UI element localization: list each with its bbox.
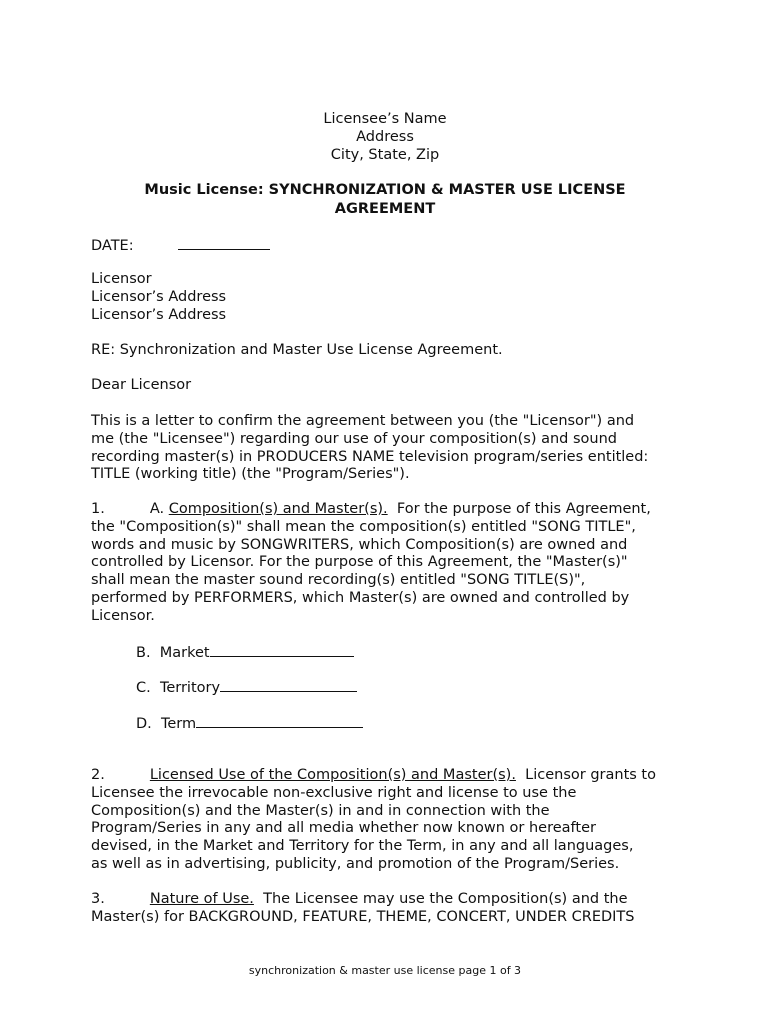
title-line-1: Music License: SYNCHRONIZATION & MASTER USE LICENSE	[144, 182, 626, 198]
document-title	[110, 181, 660, 219]
section-1-line: performed by PERFORMERS, which Master(s) are owned and controlled by	[91, 589, 630, 606]
section-2-line: as well as in advertising, publicity, and promotion of the Program/Series.	[91, 855, 620, 872]
licensee-city-state-zip: City, State, Zip	[330, 147, 440, 163]
section-1-line: Licensor.	[91, 607, 155, 624]
licensor-address-2: Licensor’s Address	[91, 306, 227, 323]
salutation: Dear Licensor	[91, 377, 192, 393]
section-3-line: Master(s) for BACKGROUND, FEATURE, THEME, CONCERT, UNDER CREDITS	[91, 908, 635, 925]
section-2-line: Program/Series in any and all media whether now known or hereafter	[91, 820, 596, 837]
title-line-2: AGREEMENT	[334, 201, 436, 217]
section-2-line: Licensee the irrevocable non-exclusive right and license to use the	[91, 784, 577, 801]
re-line: RE: Synchronization and Master Use License Agreement.	[91, 342, 503, 358]
section-1-first-line	[91, 501, 691, 519]
section-2-line: Composition(s) and the Master(s) in and in connection with the	[91, 802, 550, 819]
section-1-paragraph	[91, 501, 691, 626]
licensee-address: Address	[356, 129, 414, 145]
intro-line: me (the "Licensee") regarding our use of your composition(s) and sound	[91, 430, 617, 447]
market-row	[136, 643, 354, 662]
licensee-name: Licensee’s Name	[323, 111, 447, 127]
section-1-line: the "Composition(s)" shall mean the composition(s) entitled "SONG TITLE",	[91, 518, 636, 535]
term-blank-line	[196, 714, 363, 728]
licensee-header	[0, 110, 770, 164]
section-1-sub-letter: A.	[149, 501, 165, 517]
licensor-block	[91, 271, 691, 324]
section-2-paragraph	[91, 767, 691, 874]
section-3-first-line	[91, 891, 691, 909]
section-1-line: controlled by Licensor. For the purpose of this Agreement, the "Master(s)"	[91, 554, 628, 571]
section-2-number: 2.	[91, 767, 105, 783]
section-2-heading: Licensed Use of the Composition(s) and Master(s).	[149, 767, 516, 783]
territory-row	[136, 678, 357, 697]
date-label: DATE:	[91, 238, 134, 254]
section-1-line: shall mean the master sound recording(s) entitled "SONG TITLE(S)",	[91, 572, 586, 589]
market-label: B. Market	[136, 645, 210, 661]
intro-line: This is a letter to confirm the agreement between you (the "Licensor") and	[91, 413, 635, 429]
section-1-line: words and music by SONGWRITERS, which Composition(s) are owned and	[91, 536, 628, 553]
section-2-first-line	[91, 767, 691, 785]
section-3-number: 3.	[91, 891, 105, 907]
section-3-heading: Nature of Use.	[149, 891, 254, 907]
market-blank-line	[210, 643, 354, 657]
section-3-paragraph	[91, 891, 691, 927]
section-2-first-line-text: Licensor grants to	[515, 767, 656, 783]
section-1-heading: Composition(s) and Master(s).	[168, 501, 388, 517]
date-row	[91, 236, 691, 256]
section-2-line: devised, in the Market and Territory for the Term, in any and all languages,	[91, 838, 634, 855]
territory-label: C. Territory	[136, 680, 221, 696]
term-label: D. Term	[136, 716, 197, 732]
intro-paragraph	[91, 413, 691, 484]
section-1-first-line-text: For the purpose of this Agreement,	[387, 501, 651, 517]
intro-line: recording master(s) in PRODUCERS NAME television program/series entitled:	[91, 448, 649, 465]
licensor-address-1: Licensor’s Address	[91, 288, 227, 305]
term-row	[136, 714, 363, 733]
page-footer: synchronization & master use license page 1 of 3	[248, 964, 522, 977]
intro-line: TITLE (working title) (the "Program/Series").	[91, 466, 410, 483]
licensor-name: Licensor	[91, 271, 152, 287]
section-3-first-line-text: The Licensee may use the Composition(s) and the	[253, 891, 628, 907]
territory-blank-line	[220, 678, 357, 692]
date-blank-line	[178, 236, 270, 250]
section-1-number: 1.	[91, 501, 105, 517]
